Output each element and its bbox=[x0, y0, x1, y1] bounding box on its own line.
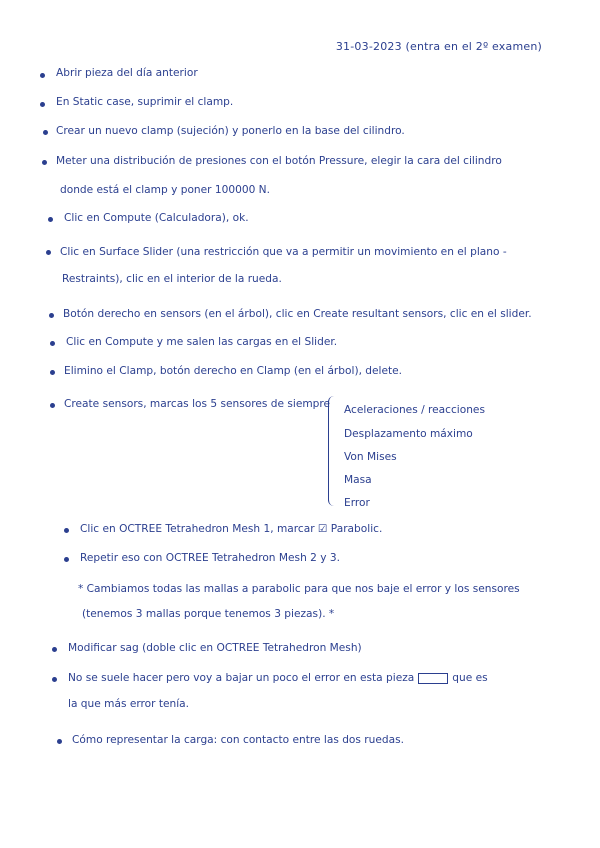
sub-item-4-continued: la que más error tenía. bbox=[68, 698, 190, 710]
sensor-item: Aceleraciones / reacciones bbox=[344, 404, 485, 416]
note-item-8: Clic en Compute y me salen las cargas en el Slider. bbox=[66, 336, 338, 348]
sub-item-4 bbox=[68, 669, 488, 687]
sensor-item: Error bbox=[344, 497, 370, 509]
note-item-6: Clic en Surface Slider (una restricción que va a permitir un movimiento en el plano - bbox=[60, 246, 507, 258]
bullet-dot bbox=[43, 130, 48, 135]
note-item-9: Elimino el Clamp, botón derecho en Clamp (en el árbol), delete. bbox=[64, 365, 403, 377]
bullet-dot bbox=[50, 341, 55, 346]
note-item-4: Meter una distribución de presiones con el botón Pressure, elegir la cara del cilindro bbox=[56, 155, 502, 167]
bullet-dot bbox=[50, 403, 55, 408]
note-item-7: Botón derecho en sensors (en el árbol), clic en Create resultant sensors, clic en el slider. bbox=[63, 308, 532, 320]
sensor-item: Von Mises bbox=[344, 451, 397, 463]
sensor-brace bbox=[328, 396, 337, 506]
sensor-item: Masa bbox=[344, 474, 372, 486]
bullet-dot bbox=[42, 160, 47, 165]
bullet-dot bbox=[40, 102, 45, 107]
bullet-dot bbox=[40, 73, 45, 78]
sub-item-4-tail: que es bbox=[452, 672, 488, 684]
bullet-dot bbox=[52, 647, 57, 652]
note-item-3: Crear un nuevo clamp (sujeción) y ponerlo en la base del cilindro. bbox=[56, 125, 405, 137]
sub-note-asterisk-continued: (tenemos 3 mallas porque tenemos 3 piezas). * bbox=[82, 608, 335, 620]
bullet-dot bbox=[46, 250, 51, 255]
sub-item-5: Cómo representar la carga: con contacto entre las dos ruedas. bbox=[72, 734, 404, 746]
note-item-6-continued: Restraints), clic en el interior de la rueda. bbox=[62, 273, 282, 285]
note-item-4-continued: donde está el clamp y poner 100000 N. bbox=[60, 184, 270, 196]
bullet-dot bbox=[64, 557, 69, 562]
sub-item-3: Modificar sag (doble clic en OCTREE Tetrahedron Mesh) bbox=[68, 642, 362, 654]
note-item-5: Clic en Compute (Calculadora), ok. bbox=[64, 212, 249, 224]
bullet-dot bbox=[50, 370, 55, 375]
bullet-dot bbox=[48, 217, 53, 222]
sensor-item: Desplazamento máximo bbox=[344, 428, 473, 440]
sub-item-2: Repetir eso con OCTREE Tetrahedron Mesh 2 y 3. bbox=[80, 552, 341, 564]
note-item-2: En Static case, suprimir el clamp. bbox=[56, 96, 234, 108]
sub-note-asterisk: * Cambiamos todas las mallas a parabolic para que nos baje el error y los sensores bbox=[78, 583, 520, 595]
sub-item-4-text: No se suele hacer pero voy a bajar un poco el error en esta pieza bbox=[68, 672, 415, 684]
date-header: 31-03-2023 (entra en el 2º examen) bbox=[335, 40, 542, 53]
rectangle-sketch-icon bbox=[418, 673, 448, 684]
note-item-1: Abrir pieza del día anterior bbox=[56, 67, 198, 79]
bullet-dot bbox=[57, 739, 62, 744]
bullet-dot bbox=[49, 313, 54, 318]
bullet-dot bbox=[52, 677, 57, 682]
note-item-10: Create sensors, marcas los 5 sensores de siempre bbox=[64, 398, 331, 410]
bullet-dot bbox=[64, 528, 69, 533]
sub-item-1: Clic en OCTREE Tetrahedron Mesh 1, marcar ☑ Parabolic. bbox=[80, 523, 383, 535]
